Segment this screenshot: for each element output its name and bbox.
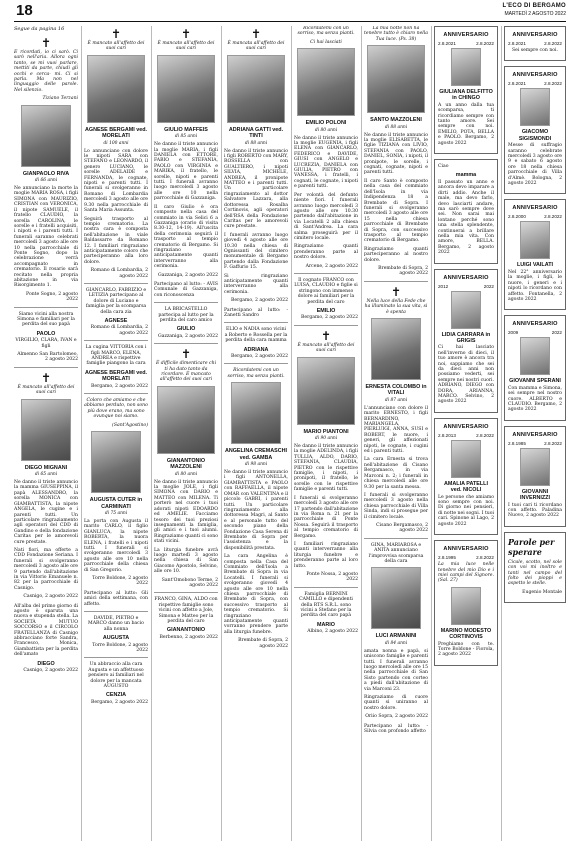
deceased-name: ADRIANA GATTI ved. TINTI: [228, 126, 284, 140]
portrait-photo: [91, 431, 141, 493]
condolence-signature: Romano di Lombardia, 2 agosto 2022: [90, 325, 148, 336]
anniversary-text: Messe di suffragio saranno celebrate mercoledì 3 agosto ore 9 e sabato 6 agosto ore 18 nella chiesa parrocchiale di Villa d'Almè. Bologna, 2 agosto 2022: [508, 143, 562, 187]
end-date: 2.8.2022: [544, 214, 562, 220]
portrait-photo: [87, 55, 145, 123]
portrait-photo: [520, 221, 550, 259]
condolence-family: VIRGILIO, CLARA, IVAN e figli: [15, 338, 77, 349]
column-4: [224, 26, 288, 843]
notice-signature: Torre Boldone, 2 agosto 2022: [92, 575, 148, 587]
intro-text: È mancato all'affetto dei suoi cari: [17, 384, 75, 396]
notice-text: Lo annunciano con dolore le nipoti SARA con STEFANO e LEONARDO, il genero LUCIANO, le sorelle ADELAIDE e FERNANDA, le cognate, nipoti e parenti tutti. I funerali si svolgeranno in Romano di Lombardia mercoledì 3 agosto alle ore 9.30 nella parrocchiale di Santa Maria Assunta.: [84, 148, 148, 214]
notice-text: Il caro Santo è composto nella casa del commiato dell'Isola in via Indipendenza 18 a Brembate di Sopra. I funerali si svolgeranno mercoledì 3 agosto alle ore 15 nella chiesa parrocchiale di Brembate di Sopra, con successivo trasporto al tempio crematorio di Bergamo.: [364, 178, 428, 244]
words-of-hope-author: Eugenio Montale: [522, 589, 562, 595]
divider: [294, 273, 358, 274]
deceased-age: di 80 anni: [314, 127, 338, 133]
anniversary-text: Con mamma e Simona, sei sempre nel nostro cuore. ALBERTO e CLAUDIO. Bergamo, 2 agosto 2022: [508, 385, 562, 413]
intro-text: È mancato all'affetto dei suoi cari: [157, 41, 215, 52]
cross-icon: ✝: [40, 370, 52, 385]
notice-signature: Cisano Bergamasco, 2 agosto 2022: [376, 522, 428, 534]
deceased-name: ANGELINA CREMASCHI ved. GAMBA: [224, 448, 288, 461]
deceased-age: di 66 anni: [34, 178, 58, 184]
deceased-name: GIANANTONIO MAZZOLENI: [166, 457, 206, 471]
start-date: 2.8.2021: [508, 41, 526, 46]
deceased-name: LUCI ARMANINI: [375, 633, 417, 640]
participants-text: Partecipano al lutto: - Zanetti Sandro: [224, 307, 288, 318]
start-date: 2012: [438, 283, 449, 289]
deceased-name: AGNESE BERGAMI ved. MORELATI: [84, 126, 147, 140]
quote: E ricordati, io ci sarò. Ci sarò nell'aria. Allora ogni tanto, se mi vuoi parlare, mettiti da parte, chiudi gli occhi e cerca- mi. Ci si parla. Ma non nel linguaggio delle parole. Nel silenzio.: [14, 50, 78, 93]
condolence-text: DAVIDE, PIETRO e MARCO danno un bacio alla nonna: [88, 616, 144, 632]
notice-text: Per volontà del defunto niente fiori. I funerali avranno luogo mercoledì 3 agosto alle ore 10.30 partendo dall'abitazione in via Locatelli 2 alla chiesa di Sant'Andrea. La cara salma proseguirà per il cimitero locale.: [294, 192, 358, 241]
anniversary-dates: [438, 555, 494, 560]
quote: Coloro che amiamo e che abbiamo perduto, non sono più dove erano, ma sono ovunque noi siamo.: [84, 398, 148, 420]
portrait-photo: [520, 448, 550, 486]
notice-text: Si ringraziano anticipatamente quanti interverranno alla cerimonia.: [224, 273, 288, 295]
notice-signature: Bergamo, 2 agosto 2022: [231, 298, 288, 304]
publication-date: MARTEDÌ 2 AGOSTO 2022: [504, 11, 566, 17]
anniversary-box: [504, 199, 566, 310]
divider: [154, 592, 218, 593]
notice-text: La cara Ernesta si trova nell'abitazione di Cisano Bergamasco, in via Marconi n. 2; i funerali in chiesa mercoledì alle ore 9.30 per la santa messa.: [364, 457, 428, 490]
cross-icon: ✝: [390, 284, 402, 299]
column-divider: [151, 26, 152, 841]
notice-signature: Brembate di Sopra, 2 agosto 2022: [238, 638, 288, 649]
anniversary-title: ANNIVERSARIO: [512, 321, 558, 328]
quote-author: (Sant'Agostino): [112, 422, 148, 428]
deceased-name: mamma: [455, 172, 477, 179]
anniversary-title: ANNIVERSARIO: [443, 274, 489, 281]
portrait-photo: [451, 291, 481, 329]
divider: [14, 307, 78, 308]
portrait-photo: [231, 382, 281, 444]
condolence-name: ADRIANA: [243, 346, 269, 353]
divider: [84, 657, 148, 658]
portrait-photo: [227, 55, 285, 123]
condolence-name: AGNESE: [104, 318, 128, 324]
portrait-photo: [297, 48, 355, 116]
condolence-signature: Gazzaniga, 2 agosto 2022: [158, 333, 218, 339]
column-5: [294, 26, 358, 843]
words-of-hope-text: Cicale, scotto, nel sole con voi mi inoltro e tanti nel campo del folto dei pioppi e aspetto le stelle.: [508, 559, 562, 587]
notice-text: Ne danno il triste annuncio la moglie ADELINDA, i figli TULLIA, ALDO, DARIO, STEFANIA, CLAUDIA, PIETRO con le rispettive famiglie, i nipoti, i pronipoti, il fratello, le sorelle con le rispettive famiglie e parenti tutti.: [294, 444, 358, 493]
column-7: [434, 26, 498, 843]
cross-icon: ✝: [110, 27, 122, 41]
portrait-photo: [21, 399, 71, 461]
notice-text: I familiari ringraziano quanti interverranno alla liturgia funebre e prenderanno parte al loro lutto.: [294, 541, 358, 569]
anniversary-box: [504, 26, 566, 61]
deceased-age: di 87 anni: [384, 397, 408, 403]
divider: [84, 393, 148, 394]
portrait-photo: [157, 386, 215, 454]
divider: [154, 302, 218, 303]
anniversary-box: [504, 66, 566, 194]
quote-author: Ci hai lasciati: [310, 39, 342, 45]
start-date: 2.8.2021: [438, 41, 456, 46]
cross-icon: ✝: [180, 347, 192, 362]
notice-signature: Ponte Nossa, 2 agosto 2022: [306, 571, 358, 583]
column-divider: [81, 26, 82, 841]
condolence-name: EMILIO: [316, 308, 336, 314]
condolence-text: Siamo vicini alla nostra Simona e familiari per la perdita del suo papà: [17, 311, 75, 328]
anniversary-title: ANNIVERSARIO: [443, 546, 489, 553]
anniversary-dates: [508, 41, 562, 46]
deceased-age: di 75 anni: [104, 510, 128, 516]
deceased-name: SANTO MAZZOLENI: [370, 117, 422, 124]
divider: [364, 538, 428, 539]
condolence-signature: Bergamo, 2 agosto 2022: [231, 354, 288, 360]
condolence-text: ELIO e NADIA sono vicini a Roberto e Rossella per la perdita della cara mamma: [224, 327, 288, 344]
column-2: [84, 26, 148, 843]
anniversary-dates: [508, 214, 562, 219]
end-date: 2.8.2022: [476, 555, 494, 561]
condolence-text: Un abbraccio alla cara Augusta e un affettuoso pensiero ai familiari nel dolore per la mancata AUGUSTO: [88, 662, 144, 690]
notice-text: Ringraziamo di cuore quanti si uniranno al nostro dolore.: [364, 695, 428, 711]
column-divider: [291, 26, 292, 841]
anniversary-text: Sei sempre con noi.: [512, 48, 558, 53]
notice-text: Il caro Giulio è ora composto nella casa del commiato in via Selici 6 a Gazzaniga (orario di visita 8.30-12, 14-19). All'uscita della cerimonia seguirà il trasporto al tempio crematorio di Bergamo. Si ringraziano anticipatamente quanti interverranno alla cerimonia.: [154, 204, 218, 270]
deceased-name: LIDIA CARRARA in GRIGIS: [441, 331, 491, 344]
notice-text: Seguirà trasporto al tempio crematorio. La nostra cara è composta nell'abitazione in viale Baldassarre da Romano 12. I familiari ringraziano anticipatamente coloro che parteciperanno alla loro dolore.: [84, 216, 148, 265]
condolence-name: MARIO: [317, 621, 335, 628]
anniversary-title: ANNIVERSARIO: [512, 205, 558, 212]
column-3: [154, 26, 218, 843]
publication-name: L'ECO DI BERGAMO: [502, 3, 566, 9]
quote-author: Tiziano Terzani: [42, 96, 78, 102]
anniversary-text: I tuoi cari ti ricordano con affetto. Paladina Nuovo, 2 agosto 2022: [508, 502, 562, 519]
quote: Ricordatemi con un sorriso, ma senza pianti.: [227, 368, 285, 379]
portrait-photo: [451, 587, 481, 625]
end-date: 2022: [483, 283, 494, 289]
start-date: 2009: [508, 330, 519, 336]
anniversary-dates: [508, 441, 562, 446]
participants-text: Partecipano al lutto: Gli amici della settimana, con affetto.: [84, 590, 148, 607]
condolence-text: La cugina VITTORIA con i figli MARCO, ELENA, ANDREA e rispettive famiglie piangono la cara: [85, 345, 147, 367]
cross-icon: ✝: [180, 27, 192, 41]
anniversary-dates: [508, 81, 562, 86]
quote: La mia luce nelle tenebre del mio Dio e i miei campi del Signore. (Sal. 27): [438, 562, 494, 584]
portrait-photo: [371, 318, 421, 380]
deceased-name: GIOVANNI INVERNIZZI: [520, 488, 550, 502]
condolence-name: GIULIO: [176, 326, 196, 333]
notice-text: Nati fiori, ma offerte a CDD Fondazione Seriana. I funerali si svolgeranno mercoledì 3 agosto alle ore 9 partendo dall'abitazione in via Vittorio Emanuele n. 82 per la parrocchiale di Casnigo.: [14, 547, 78, 591]
anniversary-text: Il passato un anno e ancora devo imparare a dirti addio. Anche il male, ma devo farlo, devo lasciarti andare, ma sarò sempre dove sei. Non sarai mai lontano perché sono una stella splendente, continuerai a brillare nella mia vita. Con amore, BELLA. Bergamo, 2 agosto 2022: [438, 179, 494, 256]
anniversary-title: ANNIVERSARIO: [443, 32, 489, 38]
notice-text: Ringraziamo quanti prenderanno parte al nostro dolore.: [294, 244, 358, 261]
notice-signature: Ponte Sogno, 2 agosto 2022: [26, 291, 78, 303]
quote: La mia notte non ha tenebre tutto è chiaro nella Tua luce. (Ps. 38): [364, 26, 428, 42]
deceased-name: MARIO PIANTONI: [303, 428, 349, 435]
start-date: 2.8.1985: [508, 440, 526, 446]
condolence-signature: Bergamo, 2 agosto 2022: [91, 699, 148, 705]
anniversary-box: [504, 426, 566, 527]
column-divider: [221, 26, 222, 841]
condolence-text: All'alba del primo giorno di agosto è sparuta una nuova e stupenda stella. La SOCIETÀ MUTUO SOCCORSO e il CIRCOLO FRATELLANZA di Casnigo abbracciano forte Sandra, Francesco, Monica, Giambattista per la perdita dell'amato: [14, 603, 78, 658]
intro-text: È mancato all'affetto dei suoi cari: [87, 41, 145, 52]
column-8: [504, 26, 566, 843]
condolence-signature: Casnigo, 2 agosto 2022: [23, 668, 78, 674]
intro-text: È mancato all'affetto dei suoi cari: [297, 342, 355, 354]
deceased-age: di 98 anni: [244, 462, 268, 468]
notice-signature: Arcene, 2 agosto 2022: [305, 263, 358, 269]
start-date: 2.8.2013: [438, 432, 456, 438]
notice-signature: Oriio Sopra, 2 agosto 2022: [365, 714, 428, 720]
notice-text: Ne annunciano la morte la moglie MARIA ROSA, i figli SIMONA con MAURIZIO, CRISTIAN con VERONICA, il nipote SAMUELE, il fratello CLAUDIO, la sorella CAROLINA, le sorelle e i fratelli acquisiti, i nipoti e i parenti tutti. I funerali saranno celebrati mercoledì 3 agosto alle ore 10 nella parrocchiale di Ponte Sogno, dopo la celebrazione verrà accompagnato in crematorio. Il rosario sarà recitato nella propria abitazione in via Risorgimento 1.: [14, 186, 78, 289]
divider: [14, 367, 78, 368]
deceased-name: GIULIO MAFFEIS: [164, 126, 208, 133]
intro-text: È difficile dimenticare chi ti ha dato tanto da ricordare. È mancato all'affetto dei suoi cari: [155, 361, 217, 383]
deceased-name: GIOVANNI SPERANI: [509, 378, 561, 385]
divider: [154, 343, 218, 344]
end-date: 2.8.2022: [544, 41, 562, 46]
notice-signature: Romano di Lombardia, 2 agosto 2022: [90, 268, 148, 279]
notice-signature: Gazzaniga, 2 agosto 2022: [158, 272, 218, 278]
divider: [84, 611, 148, 612]
deceased-age: di 85 anni: [174, 134, 198, 140]
notice-signature: Casnigo, 2 agosto 2022: [23, 594, 78, 600]
portrait-photo: [157, 55, 215, 123]
anniversary-text: Ci hai lasciato nell'inverno di dieci, il tuo amore è ancora tra noi, sappiamo che sei da dieci anni non possiamo vederti, sei sempre nei nostri cuori. ADRIANO, DIEGO con DORA, ARIANNA, MARCO. Selvino, 2 agosto 2022: [438, 345, 494, 405]
deceased-age: di 100 anni: [103, 140, 129, 146]
anniversary-box: [434, 540, 498, 666]
divider: [224, 322, 288, 323]
words-of-hope-box: [504, 532, 566, 603]
notice-text: Ne danno il triste annuncio la moglie JOLE, i figli SIMONA con DARIO e MATTEO con MILENA. Ti porterò nel cuore i tuoi adorati nipoti EDOARDO ed AMELIE. Facciamo tesoro dei tuoi preziosi insegnamenti la famiglia, gli amici e i tuoi alunni. Ringraziamo quanti ci sono stati vicini.: [154, 479, 218, 545]
anniversary-text: Nel 22° anniversario la moglie, i figli, le nuore, i generi e i nipoti lo ricordano con affetto. Fontanella, 2 agosto 2022: [508, 269, 562, 302]
condolence-text: FRANCO, GINA, ALDO con rispettive famiglie sono vicini con affetto a Jole, Simona e Matteo per la perdita del caro: [154, 597, 218, 624]
portrait-photo: [451, 440, 481, 478]
anniversary-text: Le persone che amiamo sono sempre con noi. Di giorno nei pensieri, di notte nei sogni. I tuoi cari. Spinone al Lago, 2 agosto 2022: [438, 494, 494, 527]
notice-text: Ne danno il triste annuncio i figli ANTONELLA, GIAMBATTISTA e PAOLO con RAFFAELLA, il nipote OMAR con VALENTINA e il piccolo GABRI, i parenti tutti. Un particolare ringraziamento alla dottoressa Magri, al Santo e al personale tutto del secondo piano della Fondazione Casa Serena di Brembate di Sopra per l'assistenza e la disponibilità prestata.: [224, 470, 288, 551]
deceased-age: di 84 anni: [384, 640, 408, 646]
anniversary-title: ANNIVERSARIO: [443, 423, 489, 430]
notice-text: Ne danno il triste annuncio i figli ROBERTO con MARY, ROSSELLA con GUALTIERO, i nipoti SILVIA, MICHELE, ANDREA, il pronipote MATTEO e i parenti tutti. Un particolare ringraziamento al dottor Salvatore Lazzara, alla dottoressa Rosalba Cortinovis, agli operatori dell'RSA della Fondazione Caritas per le amorevoli cure prestate.: [224, 148, 288, 230]
condolence-text: Il cognato FRANCO con LUISA, CLAUDIO e figlie si stringono con immenso dolore ai familiari per la perdita del caro: [294, 277, 358, 305]
divider: [224, 363, 288, 364]
deceased-name: AUGUSTA CUTER in CARMINATI: [89, 497, 143, 510]
portrait-photo: [297, 357, 355, 425]
condolence-text: LA BRICASTELLO partecipa al lutto per la perdita del caro amico: [158, 307, 214, 323]
deceased-name: GIANPAOLO RIVA: [22, 170, 70, 177]
deceased-name: DIEGO MIGNANI: [24, 464, 68, 471]
portrait-photo: [451, 48, 481, 86]
deceased-name: LUIGI VAILATI: [516, 262, 554, 269]
deceased-name: AMALIA PATELLI ved. NICOLI: [444, 480, 488, 494]
portrait-photo: [520, 88, 550, 126]
deceased-age: di 65 anni: [34, 472, 58, 478]
notice-text: L'annunciano con dolore il marito ERNESTO, i figli BERNARDINO, MARIANGELA, PIERLUIGI, ANNA, SUSI e ROBERT, le nuore, i generi, gli affezionati nipoti, le cognate, i cugini ed i parenti tutti.: [364, 405, 428, 455]
end-date: 2.8.2022: [476, 432, 494, 438]
end-date: 2.8.2022: [476, 41, 494, 46]
condolence-name: PAOLO: [36, 330, 56, 337]
intro-text: È mancata all'affetto dei suoi cari: [227, 41, 285, 52]
condolence-signature: Torre Boldone, 2 agosto 2022: [92, 642, 148, 654]
anniversary-dates: [438, 41, 494, 46]
notice-signature: Brembate di Sopra, 2 agosto 2022: [378, 265, 428, 277]
notice-text: La cara Angelina è composta nella Casa del Commiato dell'Isola a Brembate di Sopra in via Locatelli. I funerali si svolgeranno giovedì 4 agosto alle ore 10 nella chiesa parrocchiale di Brembate di Sopra, con successivo trasporto al tempio crematorio. Si ringraziano anticipatamente quanti vorranno prendere parte alla liturgia funebre.: [224, 554, 288, 635]
end-date: 2022: [551, 330, 562, 336]
notice-text: Ringraziamo quanti parteciperanno al nostro dolore.: [364, 246, 428, 263]
condolence-name: DIEGO: [37, 660, 55, 667]
start-date: 2.8.1995: [438, 555, 456, 561]
cross-icon: ✝: [250, 27, 262, 41]
condolence-signature: Bergamo, 2 agosto 2022: [91, 383, 148, 389]
anniversary-dates: [438, 284, 494, 289]
notice-text: La liturgia funebre avrà luogo martedì 3 agosto nella chiesa di San Giacomo Apostolo, Selvino, alle ore 10.: [154, 547, 218, 575]
cross-icon: ✝: [40, 36, 52, 50]
participants-text: Partecipano al lutto: - AVIS Comunale di Gazzaniga, con riconoscenza: [154, 281, 218, 298]
anniversary-box: [434, 26, 498, 154]
portrait-photo: [367, 45, 425, 113]
portrait-photo: [21, 105, 71, 167]
divider: [294, 587, 358, 588]
column-divider: [501, 26, 502, 841]
column-6: [364, 26, 428, 843]
end-date: 2.8.2022: [544, 81, 562, 87]
start-date: 2.8.2000: [508, 214, 526, 220]
anniversary-title: ANNIVERSARIO: [512, 32, 558, 38]
anniversary-box: [434, 159, 498, 264]
deceased-age: di 88 anni: [384, 124, 408, 130]
deceased-name: EMILIO POLONI: [305, 120, 347, 127]
end-date: 2.8.2022: [544, 440, 562, 446]
divider: [84, 340, 148, 341]
deceased-name: GIULIANA DELFITTO in CHINGO: [439, 89, 493, 102]
deceased-name: MARINO MODESTO CORTINOVIS: [440, 627, 492, 641]
anniversary-dates: [508, 330, 562, 335]
notice-text: GINA, MARIAROSA e ANITA annunciano l'improvvisa scomparsa della cara: [368, 542, 424, 564]
notice-text: Ne danno il triste annuncio la moglie ELISABETTA, le figlie TIZIANA con LIVIO, STEFANIA con PAOLO, DANIEL, SONIA, i nipoti, il pronipote, le sorelle, i cognati, cognate, nipoti e parenti tutti.: [364, 132, 428, 176]
anniversary-title: ANNIVERSARIO: [512, 72, 558, 79]
portrait-photo: [371, 567, 421, 629]
column-divider: [361, 26, 362, 841]
condolence-name: CENZIA: [105, 692, 127, 699]
page-number: 18: [16, 2, 33, 19]
quote: Ricordatemi con un sorriso, ma senza pianti.: [297, 26, 355, 37]
words-of-hope-title: Parole per sperare: [508, 536, 555, 557]
anniversary-dates: [438, 433, 494, 438]
start-date: 2.8.2021: [508, 81, 526, 87]
anniversary-text: Preghiamo con te. Torre Boldone - Fiorola, 2 agosto 2022: [438, 641, 494, 658]
notice-text: I funerali avranno luogo giovedì 4 agosto alle ore 10.30 nella chiesa di Ognissanti del cimitero monumentale di Bergamo partendo dalla Fondazione F. Gaffurio 15.: [224, 232, 288, 271]
deceased-name: GIACOMO SIGISMONDI: [518, 129, 552, 142]
greeting: Ciao: [438, 164, 449, 170]
anniversary-box: [434, 269, 498, 413]
continued-from: Segue da pagina 16: [14, 26, 65, 32]
deceased-age: di 90 anni: [314, 436, 338, 442]
condolence-text: GIANCARLO, FABRIZIO e LETIZIA partecipano al dolore di Luciano e famiglia per la scomparsa della cara zia: [85, 287, 147, 315]
condolence-name: AUGUSTA: [102, 635, 130, 642]
condolence-signature: Albino, 2 agosto 2022: [307, 629, 358, 635]
participants-text: Partecipano al lutto: - Silvia con profondo affetto: [364, 723, 428, 735]
condolence-text: Famiglia BERNINI CAMILLO e dipendenti della RTS S.R.L. sono vicini a Stefano per la perdita del caro papà: [299, 591, 353, 619]
notice-text: Ne danno il triste annuncio la mamma GIUSEPPINA, il papà ALESSANDRO, la sorella MONICA con GIAMBATTISTA, la nipote ANGELA, le cugine e i parenti tutti. Un particolare ringraziamento agli operatori del CDD di Gandino e della fondazione Caritas per le amorevoli cure prestate.: [14, 480, 78, 545]
divider: [364, 281, 428, 282]
condolence-name: AGNESE BERGAMI ved. MORELATI: [84, 369, 147, 383]
portrait-photo: [520, 337, 550, 375]
page-header: [0, 0, 580, 22]
notice-text: La porta con Augusta il marito CARLO, il figlio GIANLUCA, la nipote ROBERTA, la nuora ELENA, i fratelli e i nipoti tutti. I funerali si svolgeranno mercoledì 3 agosto alle ore 10 nella parrocchiale della chiesa di San Gregorio.: [84, 518, 148, 573]
deceased-age: di 88 anni: [244, 140, 268, 146]
column-divider: [431, 26, 432, 841]
notice-text: Ne danno il triste annuncio la moglie EUGENIA, i figli ELENA con GIANCARLO, FEDERICO e DAVIDE, GIUSI con ANGELO e LUCREZIA, DANIELA con GIULIA, PIETRO con VANESSA, i fratelli, i cognati, le cognate, i nipoti e parenti tutti.: [294, 135, 358, 190]
deceased-name: ERNESTA COLOMBO in VITALI: [365, 384, 427, 397]
anniversary-title: ANNIVERSARIO: [512, 431, 558, 438]
condolence-signature: Bergamo, 2 agosto 2022: [301, 315, 358, 321]
anniversary-box: [434, 418, 498, 535]
cross-icon: ✝: [320, 328, 332, 343]
divider: [294, 325, 358, 326]
notice-text: I funerali si svolgeranno mercoledì 3 agosto alle ore 17 partendo dall'abitazione in via Roma n. 21 per la parrocchiale di Ponte Nossa. Seguirà il trasporto al tempio crematorio di Bergamo.: [294, 495, 358, 539]
notice-text: Ne danno il triste annuncio la moglie MARIA, i figli DANIELA con ETTORE, FABIO e STEFANIA, PAOLO con VIRGINIA e MARIKA, il fratello, le sorelle, nipoti e parenti tutti. I funerali avranno luogo mercoledì 3 agosto alle ore 10 nella parrocchiale di Gazzaniga.: [154, 142, 218, 202]
column-1: [14, 26, 78, 843]
condolence-signature: Berbenno, 2 agosto 2022: [159, 634, 218, 640]
deceased-age: di 80 anni: [174, 471, 198, 477]
notice-text: I funerali si svolgeranno mercoledì 3 agosto nella chiesa parrocchiale di Villa Sinda, indi si prosegue per il cimitero locale.: [364, 492, 428, 520]
intro-text: Nella luce della Fede che ha illuminato la sua vita, si è spenta: [364, 298, 428, 315]
notice-text: amata nonna e papà, si uniscono famiglie e parenti tutti. I funerali avranno luogo mercoledì alle ore 15 nella parrocchiale di San Sisto partendo con corteo a piedi dall'abitazione di via Marconi 23.: [364, 648, 428, 692]
header-rule: [14, 21, 566, 22]
condolence-name: GIANANTONIO: [166, 627, 206, 634]
anniversary-box: [504, 315, 566, 420]
anniversary-text: A un anno dalla tua scomparsa, ti ricordiamo sempre con tanto amore. Sei sempre con noi. EMILIO, POTA, BELLA e PAOLO. Bergamo, 2 agosto 2022: [438, 102, 494, 146]
divider: [84, 283, 148, 284]
condolence-signature: Almenno San Bartolomeo, 2 agosto 2022: [17, 352, 78, 363]
notice-signature: Sant'Omobono Terme, 2 agosto 2022: [161, 577, 218, 588]
